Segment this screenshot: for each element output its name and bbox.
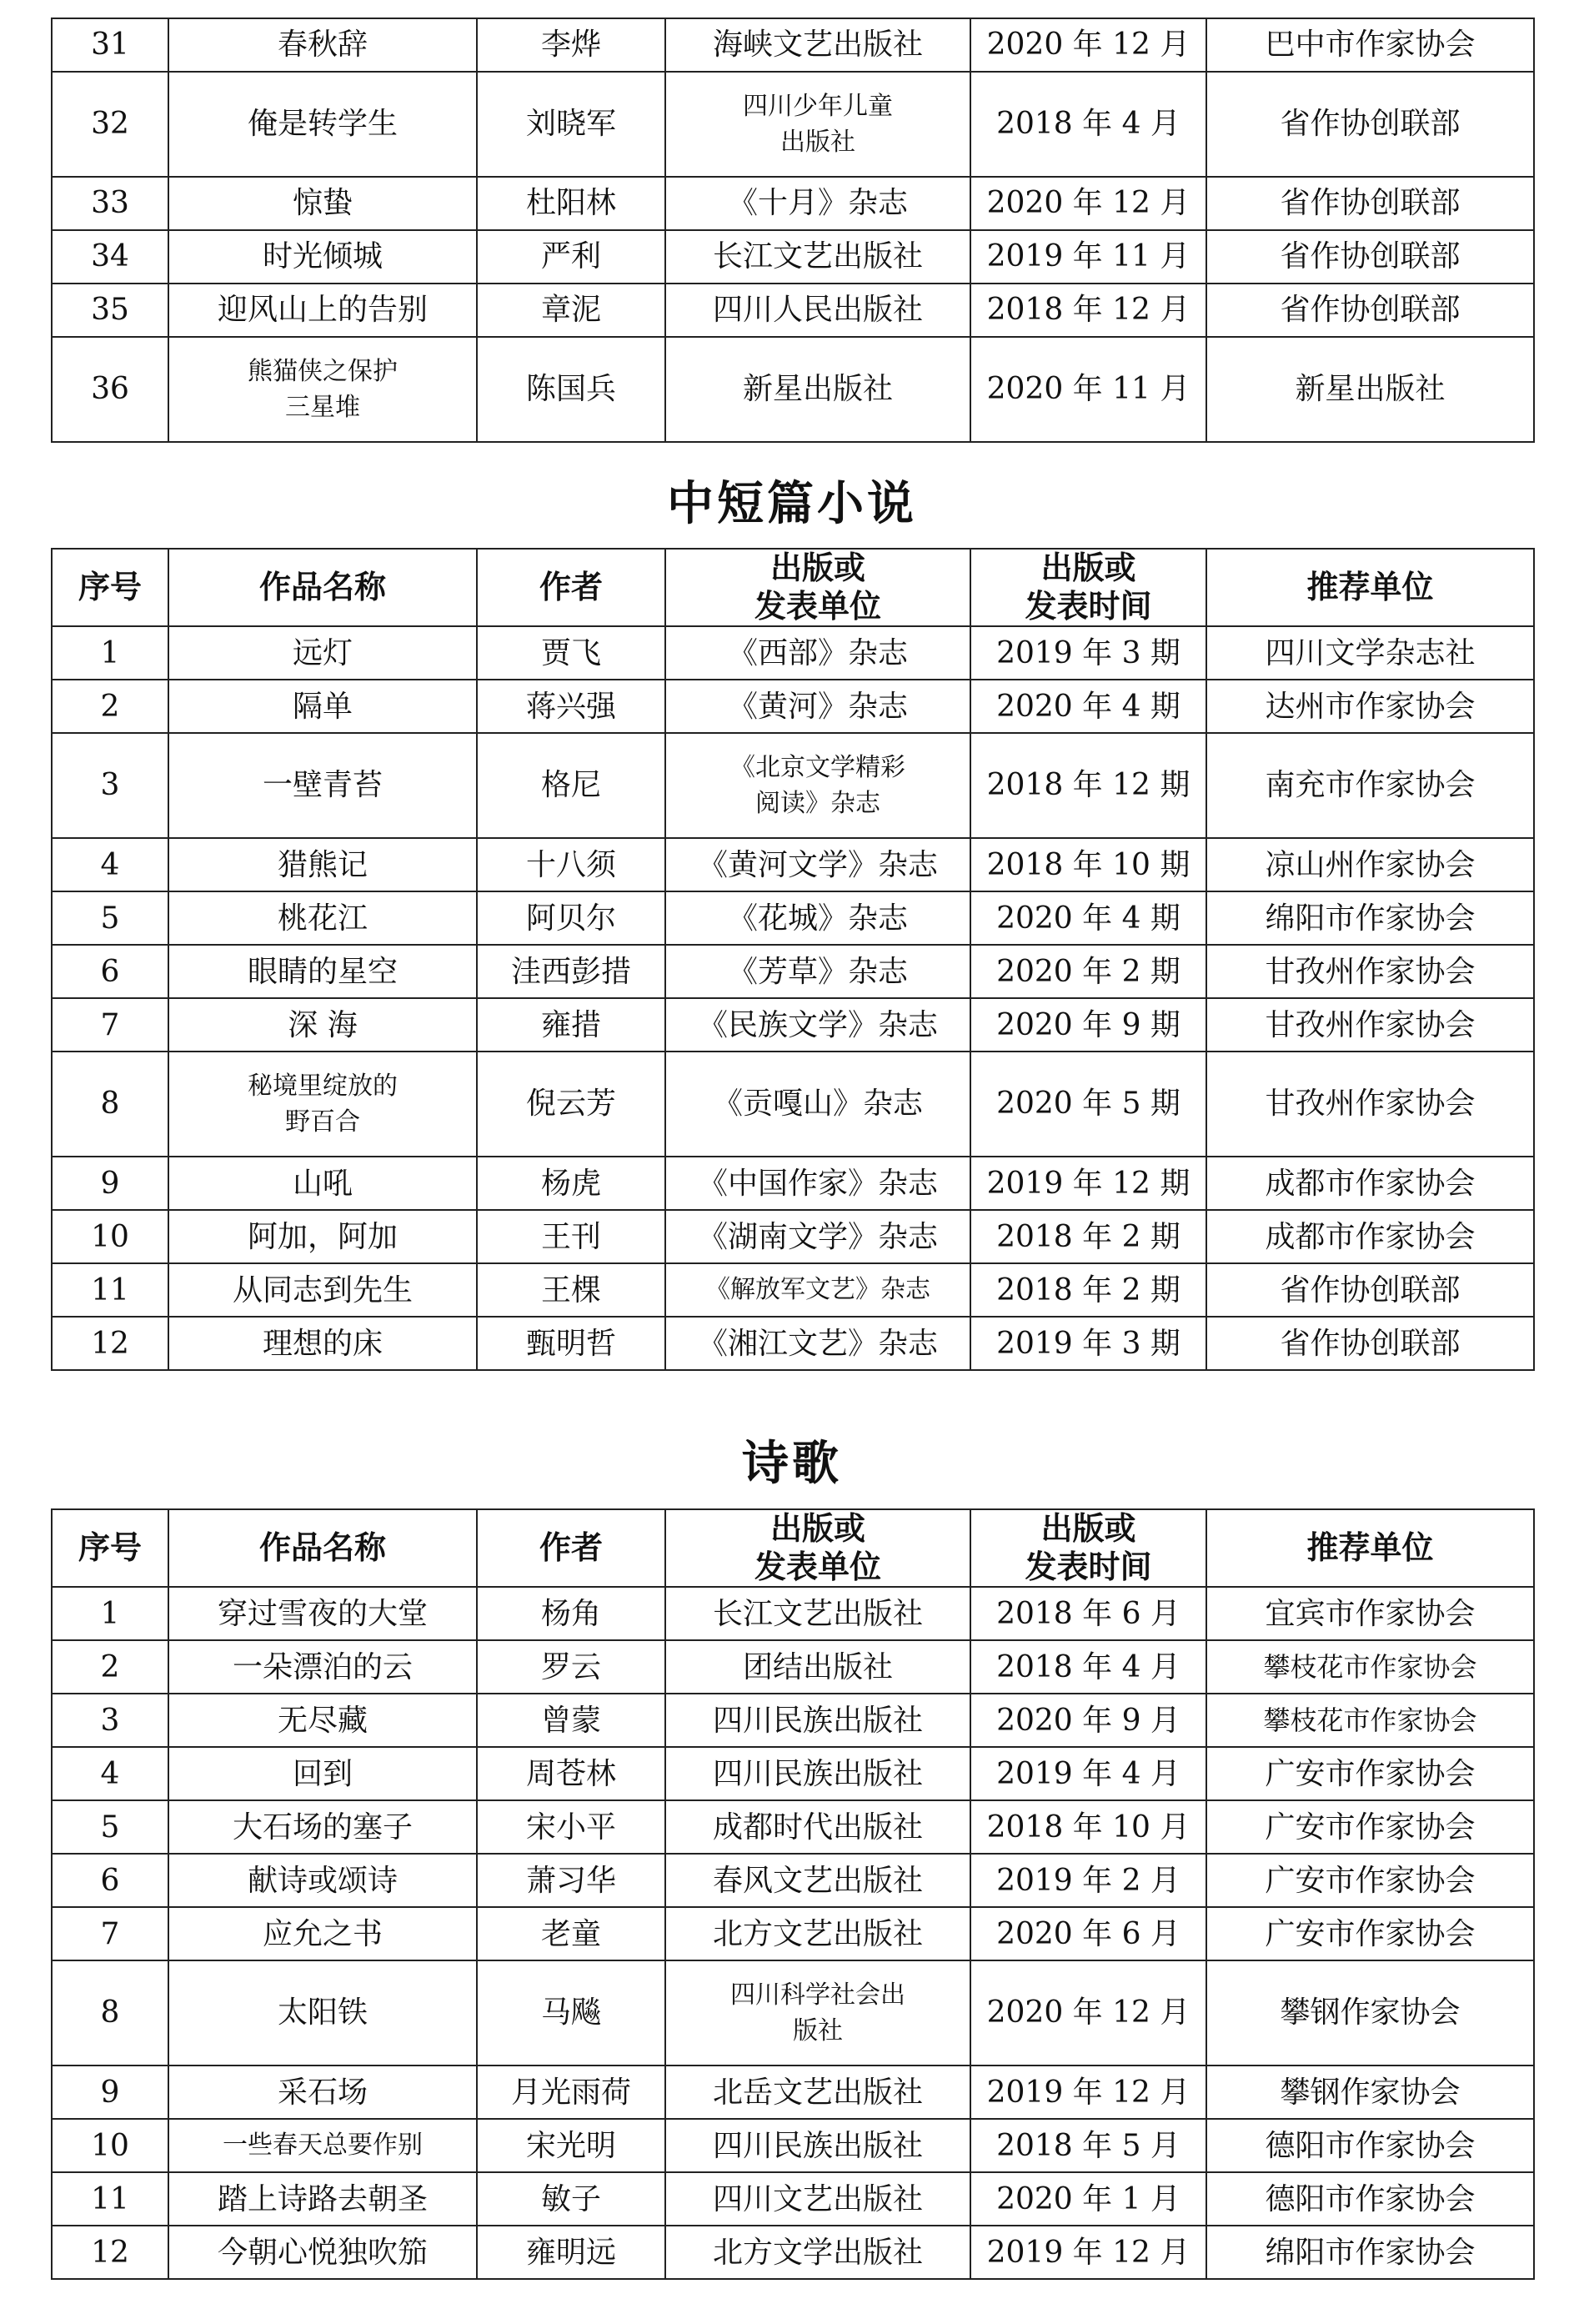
- cell-publisher: 四川少年儿童 出版社: [665, 72, 970, 177]
- cell-date: 2019 年 11 月: [970, 230, 1206, 284]
- cell-recommender: 广安市作家协会: [1206, 1907, 1534, 1960]
- cell-title: 采石场: [168, 2065, 477, 2119]
- table-section-2-block: [51, 548, 1533, 1371]
- cell-publisher: 团结出版社: [665, 1640, 970, 1694]
- table-row: [52, 284, 1534, 337]
- cell-index: 4: [52, 838, 168, 891]
- cell-author: 甄明哲: [477, 1317, 665, 1370]
- cell-recommender: 达州市作家协会: [1206, 680, 1534, 733]
- cell-publisher: 四川民族出版社: [665, 2119, 970, 2172]
- cell-recommender: 攀枝花市作家协会: [1206, 1694, 1534, 1747]
- cell-date: 2020 年 12 月: [970, 1960, 1206, 2065]
- cell-title: 应允之书: [168, 1907, 477, 1960]
- cell-date: 2018 年 5 月: [970, 2119, 1206, 2172]
- cell-title: 回到: [168, 1747, 477, 1800]
- cell-publisher: 《湘江文艺》杂志: [665, 1317, 970, 1370]
- cell-date: 2019 年 4 月: [970, 1747, 1206, 1800]
- header-index: 序号: [52, 549, 168, 626]
- cell-index: 34: [52, 230, 168, 284]
- table-row: [52, 1640, 1534, 1694]
- cell-index: 6: [52, 1854, 168, 1907]
- table-row: [52, 72, 1534, 177]
- cell-index: 6: [52, 945, 168, 998]
- table-row: [52, 891, 1534, 945]
- table-row: [52, 626, 1534, 680]
- cell-index: 7: [52, 998, 168, 1052]
- table-row: [52, 1263, 1534, 1317]
- cell-author: 贾飞: [477, 626, 665, 680]
- cell-recommender: 甘孜州作家协会: [1206, 945, 1534, 998]
- cell-index: 10: [52, 2119, 168, 2172]
- table-section-3: [51, 1508, 1535, 2280]
- cell-author: 月光雨荷: [477, 2065, 665, 2119]
- cell-title: 惊蛰: [168, 177, 477, 230]
- cell-date: 2018 年 12 期: [970, 733, 1206, 838]
- cell-title: 春秋辞: [168, 18, 477, 72]
- cell-publisher: 《芳草》杂志: [665, 945, 970, 998]
- header-date: 出版或 发表时间: [970, 549, 1206, 626]
- table-row: [52, 2065, 1534, 2119]
- header-recommender: 推荐单位: [1206, 549, 1534, 626]
- cell-title: 阿加，阿加: [168, 1210, 477, 1263]
- table-row: [52, 945, 1534, 998]
- table-row: [52, 1747, 1534, 1800]
- cell-publisher: 北方文艺出版社: [665, 1907, 970, 1960]
- cell-index: 9: [52, 1157, 168, 1210]
- header-title: 作品名称: [168, 549, 477, 626]
- table-row: [52, 337, 1534, 442]
- cell-index: 1: [52, 1587, 168, 1640]
- cell-index: 5: [52, 1800, 168, 1854]
- cell-title: 迎风山上的告别: [168, 284, 477, 337]
- table-row: [52, 18, 1534, 72]
- section-title-poetry: 诗歌: [742, 1437, 842, 1491]
- cell-publisher: 新星出版社: [665, 337, 970, 442]
- cell-recommender: 成都市作家协会: [1206, 1210, 1534, 1263]
- cell-author: 杜阳林: [477, 177, 665, 230]
- cell-author: 章泥: [477, 284, 665, 337]
- section-title-short-fiction: 中短篇小说: [667, 477, 917, 531]
- cell-recommender: 宜宾市作家协会: [1206, 1587, 1534, 1640]
- table-row: [52, 1907, 1534, 1960]
- table-row: [52, 1960, 1534, 2065]
- cell-publisher: 四川民族出版社: [665, 1747, 970, 1800]
- cell-date: 2020 年 6 月: [970, 1907, 1206, 1960]
- table-section-2: [51, 548, 1535, 1371]
- cell-recommender: 攀枝花市作家协会: [1206, 1640, 1534, 1694]
- cell-recommender: 巴中市作家协会: [1206, 18, 1534, 72]
- cell-index: 12: [52, 2226, 168, 2279]
- cell-recommender: 德阳市作家协会: [1206, 2172, 1534, 2226]
- table-row: [52, 2172, 1534, 2226]
- cell-date: 2018 年 6 月: [970, 1587, 1206, 1640]
- cell-author: 罗云: [477, 1640, 665, 1694]
- cell-title: 无尽藏: [168, 1694, 477, 1747]
- cell-author: 萧习华: [477, 1854, 665, 1907]
- cell-publisher: 四川文艺出版社: [665, 2172, 970, 2226]
- table-section-1: [51, 18, 1535, 443]
- cell-date: 2018 年 4 月: [970, 1640, 1206, 1694]
- cell-author: 阿贝尔: [477, 891, 665, 945]
- cell-publisher: 春风文艺出版社: [665, 1854, 970, 1907]
- cell-index: 31: [52, 18, 168, 72]
- cell-recommender: 凉山州作家协会: [1206, 838, 1534, 891]
- cell-title: 穿过雪夜的大堂: [168, 1587, 477, 1640]
- cell-title: 从同志到先生: [168, 1263, 477, 1317]
- cell-publisher: 长江文艺出版社: [665, 230, 970, 284]
- cell-recommender: 成都市作家协会: [1206, 1157, 1534, 1210]
- cell-author: 杨角: [477, 1587, 665, 1640]
- cell-publisher: 《湖南文学》杂志: [665, 1210, 970, 1263]
- cell-author: 严利: [477, 230, 665, 284]
- cell-index: 36: [52, 337, 168, 442]
- cell-author: 宋小平: [477, 1800, 665, 1854]
- cell-recommender: 甘孜州作家协会: [1206, 1052, 1534, 1157]
- cell-title: 秘境里绽放的 野百合: [168, 1052, 477, 1157]
- cell-publisher: 四川科学社会出 版社: [665, 1960, 970, 2065]
- cell-author: 周苍林: [477, 1747, 665, 1800]
- cell-title: 理想的床: [168, 1317, 477, 1370]
- cell-recommender: 新星出版社: [1206, 337, 1534, 442]
- cell-date: 2020 年 9 期: [970, 998, 1206, 1052]
- cell-title: 大石场的塞子: [168, 1800, 477, 1854]
- cell-publisher: 《北京文学精彩 阅读》杂志: [665, 733, 970, 838]
- cell-recommender: 省作协创联部: [1206, 72, 1534, 177]
- header-author: 作者: [477, 549, 665, 626]
- cell-title: 深 海: [168, 998, 477, 1052]
- cell-author: 老童: [477, 1907, 665, 1960]
- cell-recommender: 绵阳市作家协会: [1206, 2226, 1534, 2279]
- cell-recommender: 省作协创联部: [1206, 1263, 1534, 1317]
- cell-title: 俺是转学生: [168, 72, 477, 177]
- cell-publisher: 《黄河文学》杂志: [665, 838, 970, 891]
- cell-date: 2019 年 3 期: [970, 626, 1206, 680]
- cell-publisher: 四川民族出版社: [665, 1694, 970, 1747]
- cell-recommender: 攀钢作家协会: [1206, 2065, 1534, 2119]
- cell-recommender: 绵阳市作家协会: [1206, 891, 1534, 945]
- cell-index: 11: [52, 1263, 168, 1317]
- cell-date: 2020 年 4 期: [970, 680, 1206, 733]
- cell-recommender: 省作协创联部: [1206, 177, 1534, 230]
- cell-index: 11: [52, 2172, 168, 2226]
- cell-date: 2018 年 2 期: [970, 1263, 1206, 1317]
- cell-title: 熊猫侠之保护 三星堆: [168, 337, 477, 442]
- table-row: [52, 1587, 1534, 1640]
- cell-index: 3: [52, 1694, 168, 1747]
- cell-title: 一些春天总要作别: [168, 2119, 477, 2172]
- table-row: [52, 2226, 1534, 2279]
- cell-date: 2020 年 11 月: [970, 337, 1206, 442]
- cell-title: 远灯: [168, 626, 477, 680]
- cell-author: 蒋兴强: [477, 680, 665, 733]
- table-row: [52, 838, 1534, 891]
- cell-recommender: 省作协创联部: [1206, 230, 1534, 284]
- cell-date: 2019 年 12 月: [970, 2065, 1206, 2119]
- cell-publisher: 《十月》杂志: [665, 177, 970, 230]
- cell-index: 1: [52, 626, 168, 680]
- cell-recommender: 广安市作家协会: [1206, 1800, 1534, 1854]
- cell-index: 2: [52, 680, 168, 733]
- cell-date: 2018 年 4 月: [970, 72, 1206, 177]
- cell-date: 2019 年 12 月: [970, 2226, 1206, 2279]
- table-row: [52, 1317, 1534, 1370]
- table-row: [52, 1694, 1534, 1747]
- table-row: [52, 998, 1534, 1052]
- cell-publisher: 《贡嘎山》杂志: [665, 1052, 970, 1157]
- cell-recommender: 甘孜州作家协会: [1206, 998, 1534, 1052]
- table-row: [52, 1157, 1534, 1210]
- table-row: [52, 1210, 1534, 1263]
- cell-author: 王棵: [477, 1263, 665, 1317]
- cell-author: 敏子: [477, 2172, 665, 2226]
- cell-date: 2020 年 4 期: [970, 891, 1206, 945]
- cell-title: 踏上诗路去朝圣: [168, 2172, 477, 2226]
- header-row: [52, 549, 1534, 626]
- cell-title: 桃花江: [168, 891, 477, 945]
- cell-author: 十八须: [477, 838, 665, 891]
- cell-publisher: 成都时代出版社: [665, 1800, 970, 1854]
- table-row: [52, 2119, 1534, 2172]
- cell-recommender: 广安市作家协会: [1206, 1854, 1534, 1907]
- cell-title: 时光倾城: [168, 230, 477, 284]
- header-title: 作品名称: [168, 1509, 477, 1587]
- header-recommender: 推荐单位: [1206, 1509, 1534, 1587]
- cell-index: 9: [52, 2065, 168, 2119]
- cell-index: 2: [52, 1640, 168, 1694]
- header-index: 序号: [52, 1509, 168, 1587]
- header-date: 出版或 发表时间: [970, 1509, 1206, 1587]
- cell-date: 2020 年 12 月: [970, 177, 1206, 230]
- cell-date: 2020 年 1 月: [970, 2172, 1206, 2226]
- cell-title: 隔单: [168, 680, 477, 733]
- cell-author: 陈国兵: [477, 337, 665, 442]
- cell-title: 一朵漂泊的云: [168, 1640, 477, 1694]
- cell-date: 2018 年 12 月: [970, 284, 1206, 337]
- cell-author: 格尼: [477, 733, 665, 838]
- table-row: [52, 1800, 1534, 1854]
- cell-date: 2019 年 2 月: [970, 1854, 1206, 1907]
- table-row: [52, 680, 1534, 733]
- cell-author: 洼西彭措: [477, 945, 665, 998]
- cell-publisher: 《中国作家》杂志: [665, 1157, 970, 1210]
- cell-date: 2018 年 10 月: [970, 1800, 1206, 1854]
- cell-publisher: 海峡文艺出版社: [665, 18, 970, 72]
- cell-index: 33: [52, 177, 168, 230]
- cell-index: 7: [52, 1907, 168, 1960]
- table-row: [52, 1854, 1534, 1907]
- cell-date: 2018 年 2 期: [970, 1210, 1206, 1263]
- cell-index: 8: [52, 1960, 168, 2065]
- table-row: [52, 230, 1534, 284]
- cell-date: 2018 年 10 期: [970, 838, 1206, 891]
- cell-publisher: 北方文学出版社: [665, 2226, 970, 2279]
- cell-index: 5: [52, 891, 168, 945]
- cell-publisher: 《花城》杂志: [665, 891, 970, 945]
- cell-date: 2020 年 5 期: [970, 1052, 1206, 1157]
- cell-title: 猎熊记: [168, 838, 477, 891]
- cell-publisher: 北岳文艺出版社: [665, 2065, 970, 2119]
- cell-title: 太阳铁: [168, 1960, 477, 2065]
- cell-author: 马飚: [477, 1960, 665, 2065]
- cell-date: 2019 年 12 期: [970, 1157, 1206, 1210]
- cell-recommender: 南充市作家协会: [1206, 733, 1534, 838]
- cell-author: 刘晓军: [477, 72, 665, 177]
- cell-index: 10: [52, 1210, 168, 1263]
- cell-index: 12: [52, 1317, 168, 1370]
- cell-recommender: 攀钢作家协会: [1206, 1960, 1534, 2065]
- table-row: [52, 733, 1534, 838]
- cell-title: 一壁青苔: [168, 733, 477, 838]
- cell-title: 山吼: [168, 1157, 477, 1210]
- header-publisher: 出版或 发表单位: [665, 549, 970, 626]
- cell-publisher: 四川人民出版社: [665, 284, 970, 337]
- cell-title: 今朝心悦独吹笳: [168, 2226, 477, 2279]
- table-section-1-block: [51, 18, 1533, 443]
- cell-author: 曾蒙: [477, 1694, 665, 1747]
- cell-date: 2020 年 12 月: [970, 18, 1206, 72]
- cell-index: 4: [52, 1747, 168, 1800]
- cell-publisher: 长江文艺出版社: [665, 1587, 970, 1640]
- cell-author: 杨虎: [477, 1157, 665, 1210]
- header-publisher: 出版或 发表单位: [665, 1509, 970, 1587]
- cell-date: 2020 年 2 期: [970, 945, 1206, 998]
- table-row: [52, 177, 1534, 230]
- cell-publisher: 《黄河》杂志: [665, 680, 970, 733]
- cell-recommender: 德阳市作家协会: [1206, 2119, 1534, 2172]
- table-section-3-block: [51, 1508, 1533, 2280]
- cell-publisher: 《解放军文艺》杂志: [665, 1263, 970, 1317]
- cell-index: 32: [52, 72, 168, 177]
- cell-title: 眼睛的星空: [168, 945, 477, 998]
- cell-publisher: 《西部》杂志: [665, 626, 970, 680]
- cell-author: 雍明远: [477, 2226, 665, 2279]
- cell-publisher: 《民族文学》杂志: [665, 998, 970, 1052]
- cell-recommender: 四川文学杂志社: [1206, 626, 1534, 680]
- cell-index: 8: [52, 1052, 168, 1157]
- cell-index: 3: [52, 733, 168, 838]
- cell-author: 李烨: [477, 18, 665, 72]
- cell-date: 2020 年 9 月: [970, 1694, 1206, 1747]
- cell-recommender: 广安市作家协会: [1206, 1747, 1534, 1800]
- cell-author: 倪云芳: [477, 1052, 665, 1157]
- cell-author: 宋光明: [477, 2119, 665, 2172]
- cell-author: 王刊: [477, 1210, 665, 1263]
- cell-author: 雍措: [477, 998, 665, 1052]
- header-row: [52, 1509, 1534, 1587]
- header-author: 作者: [477, 1509, 665, 1587]
- cell-date: 2019 年 3 期: [970, 1317, 1206, 1370]
- cell-recommender: 省作协创联部: [1206, 1317, 1534, 1370]
- cell-recommender: 省作协创联部: [1206, 284, 1534, 337]
- cell-title: 献诗或颂诗: [168, 1854, 477, 1907]
- table-row: [52, 1052, 1534, 1157]
- cell-index: 35: [52, 284, 168, 337]
